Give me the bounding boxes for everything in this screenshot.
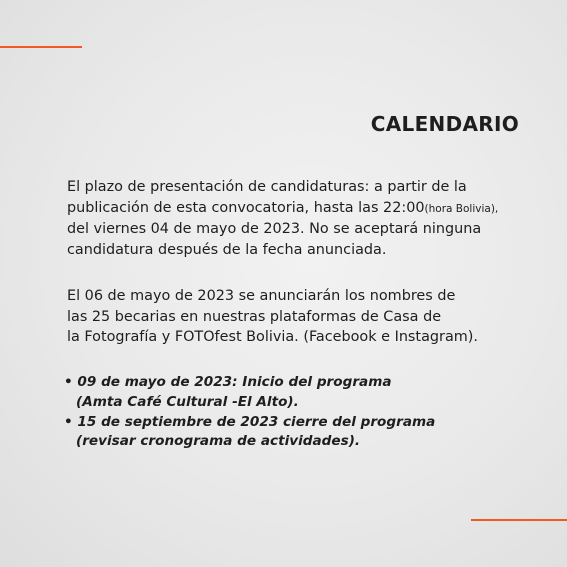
accent-line-top: [0, 46, 82, 48]
announcement-line-2: las 25 becarias en nuestras plataformas de Casa de: [67, 308, 442, 325]
schedule-item-start: • 09 de mayo de 2023: Inicio del programa: [64, 374, 392, 390]
announcement-paragraph: [67, 286, 478, 348]
deadline-time-note: (hora Bolivia),: [424, 202, 499, 215]
schedule-list: [64, 373, 435, 452]
schedule-item-start-location: (Amta Café Cultural -El Alto).: [76, 393, 299, 410]
schedule-item-end: • 15 de septiembre de 2023 cierre del programa: [64, 413, 436, 430]
deadline-line-3: del viernes 04 de mayo de 2023. No se aceptará ninguna: [67, 221, 482, 237]
announcement-line-1: El 06 de mayo de 2023 se anunciarán los nombres de: [67, 288, 456, 304]
page-title: CALENDARIO: [370, 112, 519, 136]
schedule-item-end-note: (revisar cronograma de actividades).: [76, 433, 361, 450]
announcement-line-3: la Fotografía y FOTOfest Bolivia. (Facebook e Instagram).: [67, 329, 478, 345]
deadline-line-2: publicación de esta convocatoria, hasta las 22:00: [67, 199, 425, 216]
deadline-paragraph: [67, 177, 498, 260]
accent-line-bottom: [471, 519, 567, 521]
deadline-line-4: candidatura después de la fecha anunciada.: [67, 241, 387, 258]
deadline-line-1: El plazo de presentación de candidaturas: a partir de la: [67, 179, 467, 195]
